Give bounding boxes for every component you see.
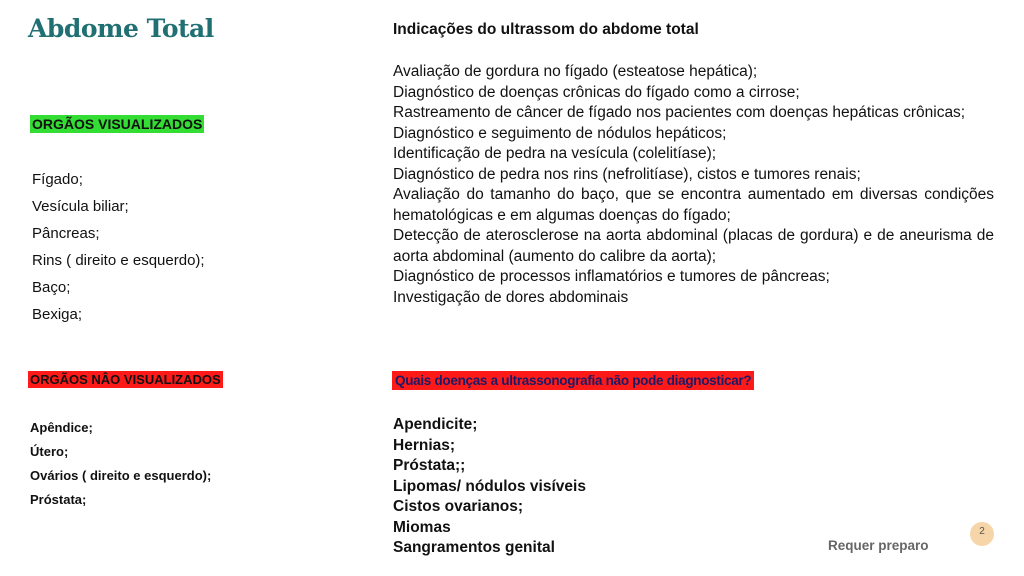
cannot-diagnose-heading xyxy=(392,372,754,390)
list-item: Apendicite; xyxy=(393,416,478,433)
list-item: Rastreamento de câncer de fígado nos pacientes com doenças hepáticas crônicas; xyxy=(393,104,966,121)
list-item: Cistos ovarianos; xyxy=(393,498,524,515)
indications-list xyxy=(393,62,994,308)
list-item: Vesícula biliar; xyxy=(32,198,129,215)
indications-title: Indicações do ultrassom do abdome total xyxy=(393,21,699,38)
visible-organs-heading xyxy=(30,116,204,134)
list-item: Sangramentos genital xyxy=(393,539,555,556)
not-visible-organs-list xyxy=(30,416,211,512)
list-item: Identificação de pedra na vesícula (colelitíase); xyxy=(393,145,717,162)
page-number: 2 xyxy=(979,526,985,537)
list-item: Apêndice; xyxy=(30,420,93,435)
page-number-badge xyxy=(970,522,994,546)
visible-organs-heading-text: ORGÃOS VISUALIZADOS xyxy=(32,116,203,132)
list-item: Baço; xyxy=(32,279,71,296)
list-item: Próstata; xyxy=(30,492,87,507)
list-item: Ovários ( direito e esquerdo); xyxy=(30,468,212,483)
list-item: Lipomas/ nódulos visíveis xyxy=(393,477,586,495)
list-item: Diagnóstico de pedra nos rins (nefrolitíase), cistos e tumores renais; xyxy=(393,165,861,183)
list-item: Diagnóstico de doenças crônicas do fígado como a cirrose; xyxy=(393,83,800,101)
list-item: Avaliação do tamanho do baço, que se encontra aumentado em diversas condições hematológicas e em algumas doenças do fígado; xyxy=(393,186,994,224)
list-item: Rins ( direito e esquerdo); xyxy=(32,252,205,269)
not-visible-organs-heading-text: ORGÃOS NÂO VISUALIZADOS xyxy=(30,372,221,387)
list-item: Fígado; xyxy=(32,171,83,188)
list-item: Hernias; xyxy=(393,436,456,454)
list-item: Miomas xyxy=(393,518,451,536)
list-item: Diagnóstico e seguimento de nódulos hepáticos; xyxy=(393,124,727,142)
list-item: Próstata;; xyxy=(393,457,466,474)
not-visible-organs-heading xyxy=(28,371,223,389)
list-item: Avaliação de gordura no fígado (esteatose hepática); xyxy=(393,63,758,80)
list-item: Diagnóstico de processos inflamatórios e tumores de pâncreas; xyxy=(393,268,830,285)
list-item: Detecção de aterosclerose na aorta abdominal (placas de gordura) e de aneurisma de aorta abdominal (aumento do calibre da aorta); xyxy=(393,227,994,265)
visible-organs-list xyxy=(32,166,205,328)
list-item: Bexiga; xyxy=(32,306,83,323)
cannot-diagnose-heading-text: Quais doenças a ultrassonografia não pode diagnosticar? xyxy=(392,371,754,390)
list-item: Pâncreas; xyxy=(32,225,100,242)
list-item: Útero; xyxy=(30,444,69,459)
list-item: Investigação de dores abdominais xyxy=(393,288,629,306)
footer-note: Requer preparo xyxy=(828,538,929,553)
cannot-diagnose-list xyxy=(393,415,586,559)
page-title: Abdome Total xyxy=(28,14,214,43)
